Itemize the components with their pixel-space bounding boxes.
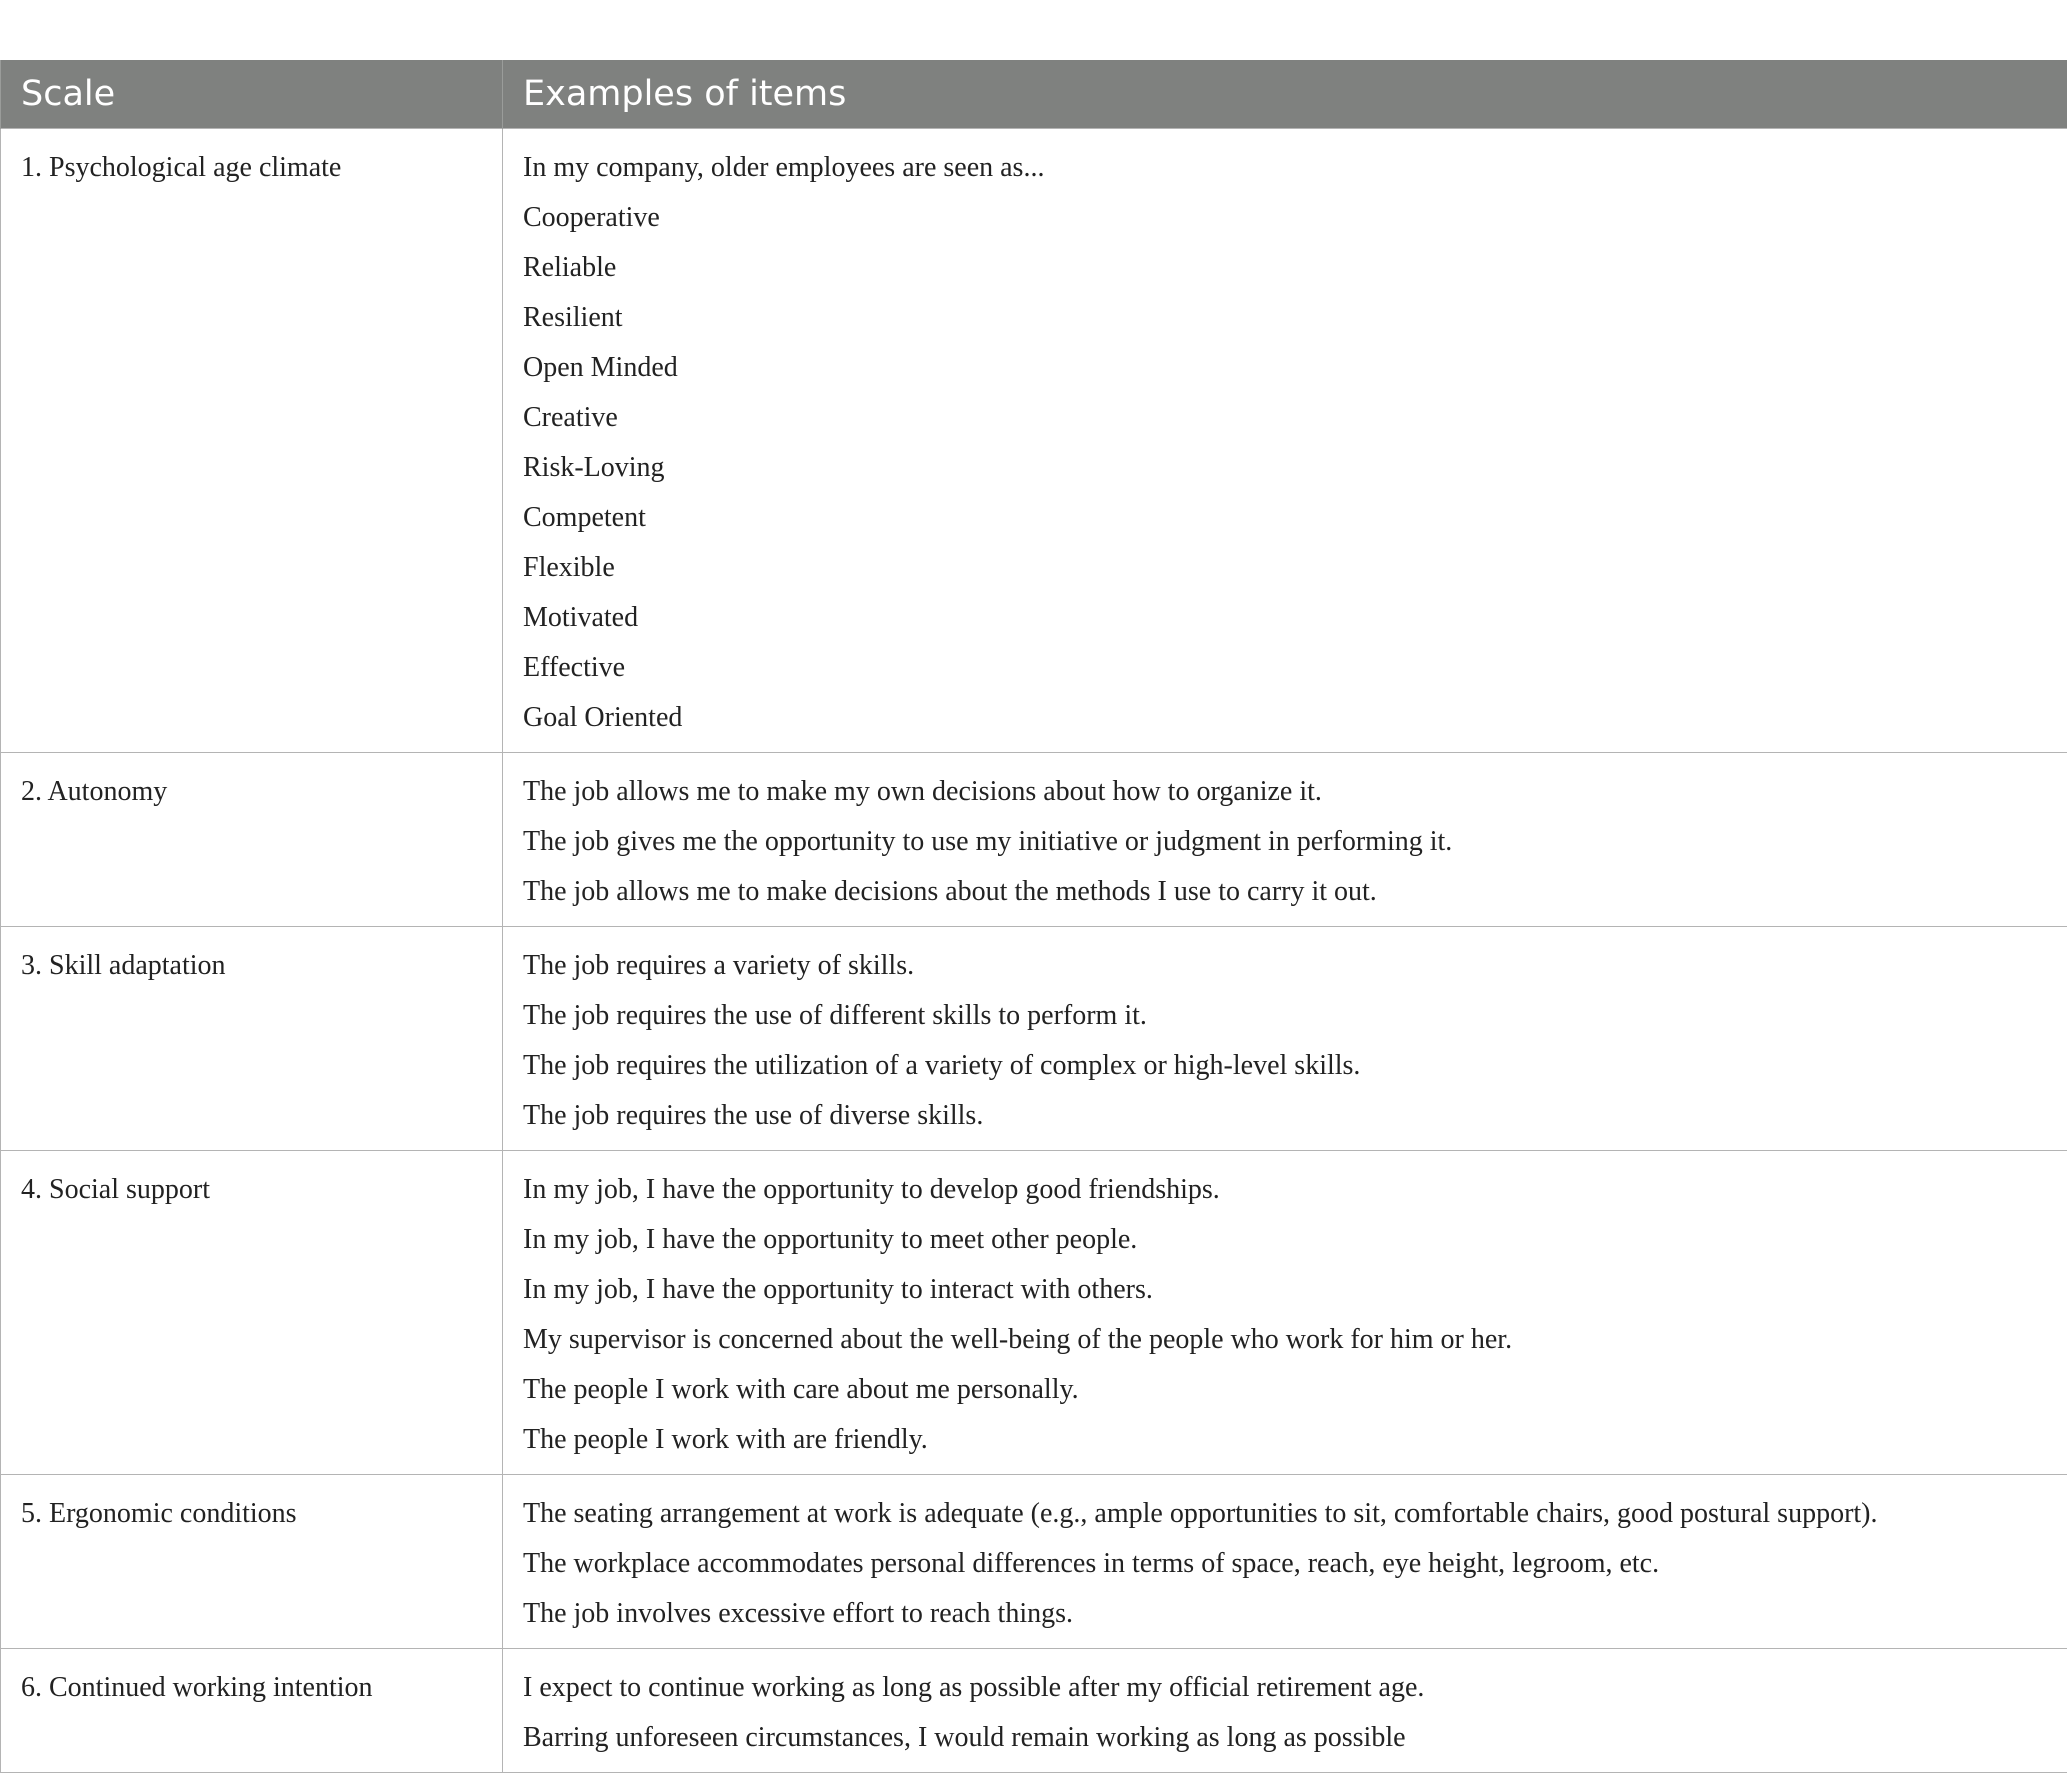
item-text: Flexible [523,543,2047,593]
table-row [1,753,2067,927]
item-text: Motivated [523,593,2047,643]
item-text: The job requires the use of different skills to perform it. [523,991,2047,1041]
items-cell [503,1649,2067,1773]
item-text: In my company, older employees are seen as... [523,143,2047,193]
scale-cell [1,1151,503,1475]
scales-table-container [0,60,2067,1773]
item-text: Cooperative [523,193,2047,243]
scales-table [0,60,2067,1773]
table-row [1,927,2067,1151]
item-text: The job gives me the opportunity to use my initiative or judgment in performing it. [523,817,2047,867]
item-text: The job allows me to make my own decisions about how to organize it. [523,767,2047,817]
item-text: Competent [523,493,2047,543]
scale-label: 5. Ergonomic conditions [21,1498,297,1529]
table-row [1,1475,2067,1649]
scale-cell [1,927,503,1151]
header-row [1,60,2067,129]
item-text: The people I work with care about me personally. [523,1365,2047,1415]
scale-label: 4. Social support [21,1174,210,1205]
item-text: In my job, I have the opportunity to develop good friendships. [523,1165,2047,1215]
items-cell [503,753,2067,927]
table-body [1,129,2067,1773]
item-text: I expect to continue working as long as possible after my official retirement age. [523,1663,2047,1713]
items-cell [503,129,2067,753]
scale-cell [1,753,503,927]
scale-cell [1,129,503,753]
scale-cell [1,1475,503,1649]
item-text: Goal Oriented [523,693,2047,743]
item-text: The seating arrangement at work is adequate (e.g., ample opportunities to sit, comfortable chairs, good postural support). [523,1489,2047,1539]
item-text: Reliable [523,243,2047,293]
item-text: The people I work with are friendly. [523,1415,2047,1465]
item-text: Creative [523,393,2047,443]
item-text: The workplace accommodates personal differences in terms of space, reach, eye height, legroom, etc. [523,1539,2047,1589]
items-cell [503,927,2067,1151]
header-scale: Scale [1,60,503,129]
item-text: The job requires a variety of skills. [523,941,2047,991]
item-text: Risk-Loving [523,443,2047,493]
item-text: In my job, I have the opportunity to interact with others. [523,1265,2047,1315]
item-text: The job requires the use of diverse skills. [523,1091,2047,1141]
scale-label: 1. Psychological age climate [21,152,341,183]
header-examples: Examples of items [503,60,2067,129]
table-row [1,1649,2067,1773]
scale-cell [1,1649,503,1773]
table-header [1,60,2067,129]
item-text: Resilient [523,293,2047,343]
item-text: Effective [523,643,2047,693]
item-text: Open Minded [523,343,2047,393]
table-row [1,1151,2067,1475]
scale-label: 6. Continued working intention [21,1672,373,1703]
scale-label: 3. Skill adaptation [21,950,226,981]
items-cell [503,1475,2067,1649]
item-text: Barring unforeseen circumstances, I would remain working as long as possible [523,1713,2047,1763]
scale-label: 2. Autonomy [21,776,167,807]
item-text: The job involves excessive effort to reach things. [523,1589,2047,1639]
item-text: The job allows me to make decisions about the methods I use to carry it out. [523,867,2047,917]
item-text: The job requires the utilization of a variety of complex or high-level skills. [523,1041,2047,1091]
item-text: In my job, I have the opportunity to meet other people. [523,1215,2047,1265]
item-text: My supervisor is concerned about the well-being of the people who work for him or her. [523,1315,2047,1365]
items-cell [503,1151,2067,1475]
table-row [1,129,2067,753]
